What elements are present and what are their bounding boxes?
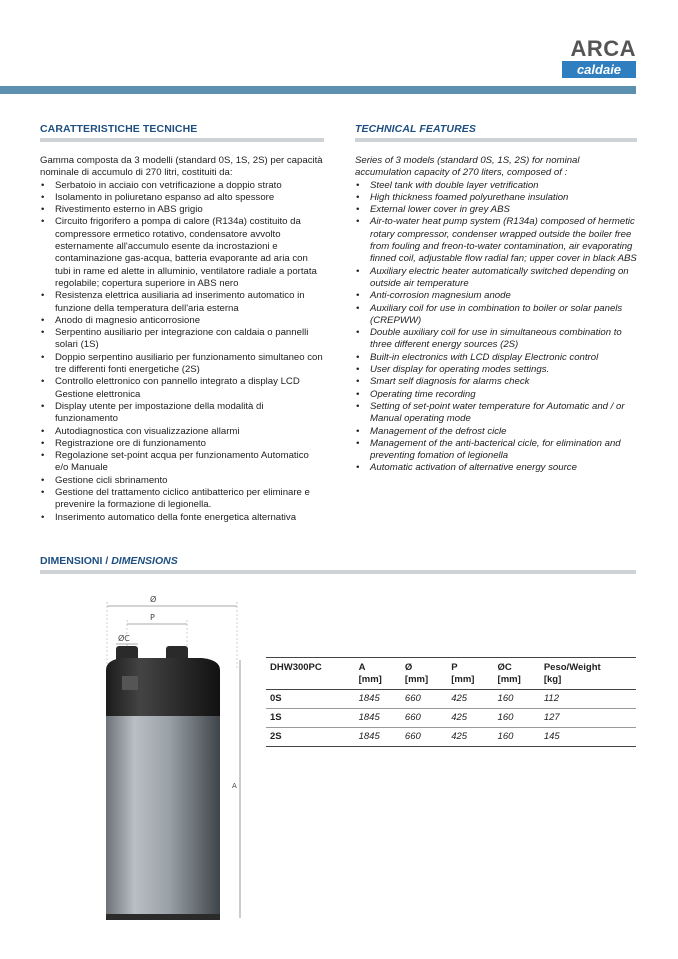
- list-item: • Display utente per impostazione della modalità di funzionamento: [40, 401, 324, 426]
- list-item: • Controllo elettronico con pannello integrato a display LCD Gestione elettronica: [40, 376, 324, 401]
- header-p: P [mm]: [447, 658, 493, 690]
- list-item: • Serpentino ausiliario per integrazione con caldaia o pannelli solari (1S): [40, 327, 324, 352]
- list-item: • High thickness foamed polyurethane insulation: [355, 192, 637, 204]
- list-item: • Setting of set-point water temperature for Automatic and / or Manual operating mode: [355, 401, 637, 426]
- list-item: • Doppio serpentino ausiliario per funzionamento simultaneo con tre differenti fonti energetiche (2S): [40, 352, 324, 377]
- header-diameter: Ø [mm]: [401, 658, 447, 690]
- table-header-row: [266, 658, 636, 690]
- dimensions-title-en: DIMENSIONS: [111, 555, 178, 567]
- p-label: P: [150, 613, 155, 622]
- features-intro-en: Series of 3 models (standard 0S, 1S, 2S) for nominal accumulation capacity of 270 liters, composed of :: [355, 155, 580, 179]
- dimensions-title: [40, 555, 636, 574]
- a-label: A: [232, 782, 237, 790]
- features-title-it: CARATTERISTICHE TECNICHE: [40, 123, 324, 142]
- features-list-it: [40, 180, 324, 524]
- table-row: 1S 1845 660 425 160 127: [266, 709, 636, 728]
- list-item: • Built-in electronics with LCD display Electronic control: [355, 352, 637, 364]
- arca-logo: [562, 38, 636, 78]
- list-item: • Auxiliary coil for use in combination to boiler or solar panels (CREPWW): [355, 303, 637, 328]
- lcd-display: [122, 676, 138, 690]
- italian-features: [40, 123, 324, 524]
- logo-sub: caldaie: [562, 61, 636, 78]
- list-item: • Serbatoio in acciaio con vetrificazione a doppio strato: [40, 180, 324, 192]
- list-item: • Circuito frigorifero a pompa di calore (R134a) costituito da compressore ermetico rotativo, condensatore avvolto esternamente all'accumulo esente da incrostazioni e contaminazione gas-acqua, batteria evaporante ad aria con tubi in rame ed alette in alluminio, ventilatore radiale a portata regolabile; copertura superiore in ABS nero: [40, 216, 324, 290]
- list-item: • External lower cover in grey ABS: [355, 204, 637, 216]
- dimensions-title-it: DIMENSIONI /: [40, 555, 109, 567]
- list-item: • Automatic activation of alternative energy source: [355, 462, 637, 474]
- list-item: • Anti-corrosion magnesium anode: [355, 290, 637, 302]
- header-a: A [mm]: [355, 658, 401, 690]
- header-oc: ØC [mm]: [494, 658, 540, 690]
- list-item: • Autodiagnostica con visualizzazione allarmi: [40, 426, 324, 438]
- table-row: 0S 1845 660 425 160 112: [266, 690, 636, 709]
- list-item: • Operating time recording: [355, 389, 637, 401]
- list-item: • Inserimento automatico della fonte energetica alternativa: [40, 512, 324, 524]
- oc-label: ØC: [118, 634, 130, 643]
- list-item: • Gestione cicli sbrinamento: [40, 475, 324, 487]
- tank-body: [106, 716, 220, 920]
- list-item: • Double auxiliary coil for use in simultaneous combination to three different energy sources (2S): [355, 327, 637, 352]
- list-item: • Isolamento in poliuretano espanso ad alto spessore: [40, 192, 324, 204]
- header-stripe: [0, 86, 636, 94]
- features-title-en: TECHNICAL FEATURES: [355, 123, 637, 142]
- header-model: DHW300PC: [266, 658, 355, 690]
- list-item: • User display for operating modes settings.: [355, 364, 637, 376]
- english-features: [355, 123, 637, 475]
- list-item: • Auxiliary electric heater automatically switched depending on outside air temperature: [355, 266, 637, 291]
- table-row: 2S 1845 660 425 160 145: [266, 728, 636, 747]
- heat-pump-drawing: [92, 588, 252, 928]
- list-item: • Anodo di magnesio anticorrosione: [40, 315, 324, 327]
- list-item: • Registrazione ore di funzionamento: [40, 438, 324, 450]
- list-item: • Resistenza elettrica ausiliaria ad inserimento automatico in funzione della temperatura dell'aria esterna: [40, 290, 324, 315]
- list-item: • Gestione del trattamento ciclico antibatterico per eliminare e prevenire la formazione di legionella.: [40, 487, 324, 512]
- list-item: • Management of the defrost cicle: [355, 426, 637, 438]
- list-item: • Regolazione set-point acqua per funzionamento Automatico e/o Manuale: [40, 450, 324, 475]
- list-item: • Air-to-water heat pump system (R134a) composed of hermetic rotary compressor, condenser wrapped outside the boiler free from fouling and freon-to-water contamination, air evaporating finned coil, adjustable flow radial fan; upper cover in black ABS: [355, 216, 637, 265]
- list-item: • Steel tank with double layer vetrification: [355, 180, 637, 192]
- list-item: • Management of the anti-bacterical cicle, for elimination and preventing fomation of legionella: [355, 438, 637, 463]
- heat-pump-illustration: [92, 588, 252, 928]
- diameter-label: Ø: [150, 595, 157, 604]
- header-weight: Peso/Weight [kg]: [540, 658, 636, 690]
- features-intro-it: Gamma composta da 3 modelli (standard 0S, 1S, 2S) per capacità nominale di accumulo di 270 litri, costituiti da:: [40, 155, 323, 179]
- list-item: • Smart self diagnosis for alarms check: [355, 376, 637, 388]
- dimensions-table: [266, 657, 636, 747]
- tank-base: [106, 914, 220, 920]
- logo-name: ARCA: [570, 36, 636, 61]
- list-item: • Rivestimento esterno in ABS grigio: [40, 204, 324, 216]
- features-list-en: [355, 180, 637, 475]
